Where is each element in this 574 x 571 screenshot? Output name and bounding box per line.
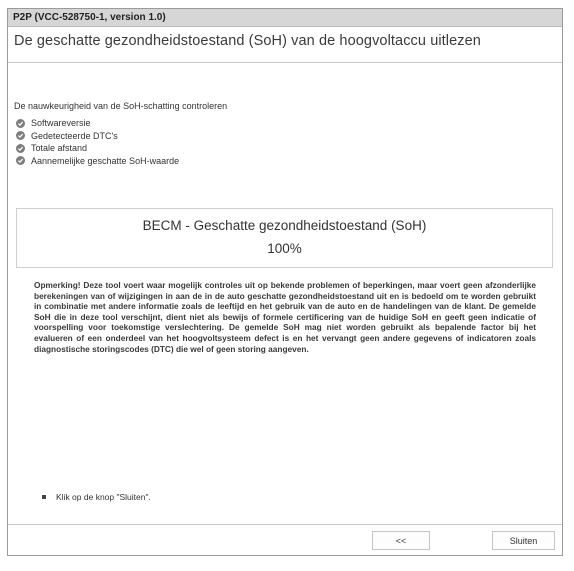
check-circle-icon	[16, 119, 25, 128]
check-circle-icon	[16, 131, 25, 140]
checklist-item	[16, 155, 179, 168]
checklist-item	[16, 117, 179, 130]
disclaimer-note: Opmerking! Deze tool voert waar mogelijk controles uit op bekende problemen of beperkingen, maar voert geen afzonderlijke berekeningen van of wijzigingen in aan de in de auto geschatte gezondheidstoestand uit en is bedoeld om te worden gebruikt in combinatie met andere informatie zoals de leeftijd en het gebruik van de auto en de handelingen van de klant. De gemelde SoH die in deze tool verschijnt, dient niet als bewijs of formele certificering van de huidige SoH en geeft geen indicatie of voorspelling voor toekomstige verslechtering. De gemelde SoH mag niet worden gebruikt als bepalende factor bij het evalueren of een onderdeel van het hoogvoltsysteem defect is en het vervangt geen andere gegevens of indicatoren zoals diagnostische storingscodes (DTC) die wel of geen storing aangeven.	[34, 280, 536, 354]
app-window	[7, 8, 563, 556]
close-button[interactable]: Sluiten	[492, 531, 555, 550]
checklist-item	[16, 142, 179, 155]
window-titlebar: P2P (VCC-528750-1, version 1.0)	[8, 9, 562, 27]
instruction-text: Klik op de knop "Sluiten".	[56, 492, 151, 502]
checklist-item-label: Aannemelijke geschatte SoH-waarde	[31, 155, 180, 166]
page-title: De geschatte gezondheidstoestand (SoH) van de hoogvoltaccu uitlezen	[14, 33, 481, 49]
divider	[8, 62, 562, 63]
instruction-item	[42, 492, 151, 502]
bullet-icon	[42, 495, 46, 499]
footer-divider	[8, 524, 562, 525]
checklist-item-label: Gedetecteerde DTC's	[31, 130, 118, 141]
soh-result-value: 100%	[267, 241, 302, 256]
soh-result-panel	[16, 208, 553, 268]
check-circle-icon	[16, 156, 25, 165]
check-circle-icon	[16, 144, 25, 153]
back-button[interactable]: <<	[372, 531, 430, 550]
checklist	[16, 117, 179, 167]
checklist-item	[16, 130, 179, 143]
checklist-item-label: Totale afstand	[31, 143, 88, 154]
intro-text: De nauwkeurigheid van de SoH-schatting controleren	[14, 101, 228, 111]
checklist-item-label: Softwareversie	[31, 118, 91, 129]
soh-result-title: BECM - Geschatte gezondheidstoestand (SoH)	[142, 218, 427, 233]
